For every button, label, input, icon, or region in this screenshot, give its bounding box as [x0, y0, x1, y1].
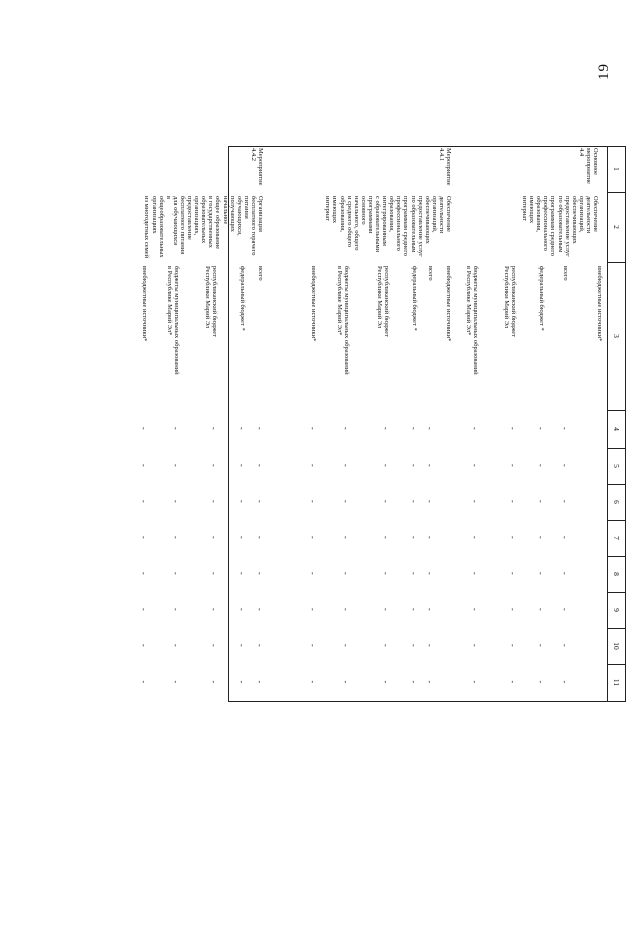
funding-source-line: в Республике Марий Эл* — [335, 266, 343, 336]
funding-source-line: бюджеты муниципальных образований — [472, 266, 479, 375]
empty-value: - — [560, 536, 569, 539]
row-activity-label — [578, 148, 599, 190]
funding-source — [336, 266, 350, 406]
row-description-line: питания обучающихся, — [235, 196, 250, 236]
empty-value: - — [425, 464, 434, 467]
empty-value: - — [381, 572, 390, 575]
empty-value: - — [508, 427, 517, 430]
row-description — [521, 196, 599, 259]
column-number: 4 — [612, 427, 621, 431]
empty-value: - — [508, 680, 517, 684]
empty-value: - — [209, 427, 218, 430]
column-number: 2 — [612, 225, 621, 229]
row-description-line: начального, общего — [352, 196, 360, 251]
row-activity-label — [438, 148, 452, 190]
empty-value: - — [209, 572, 218, 575]
empty-value: - — [536, 536, 545, 539]
empty-value: - — [508, 644, 517, 647]
column-divider — [228, 146, 626, 147]
empty-value: - — [255, 536, 264, 539]
row-description-line: из многодетных семей — [143, 196, 151, 259]
funding-source-line: всего — [562, 266, 569, 281]
funding-source-line: внебюджетные источники* — [141, 266, 148, 342]
empty-value: - — [470, 464, 479, 467]
column-divider — [228, 701, 626, 702]
funding-source-line: федеральный бюджет * — [239, 266, 246, 331]
empty-value: - — [560, 608, 569, 611]
funding-source — [445, 266, 452, 406]
empty-value: - — [341, 500, 350, 503]
empty-value: - — [209, 464, 218, 467]
empty-value: - — [381, 536, 390, 539]
row-description-line: интернат — [521, 196, 529, 221]
row-description-line: интегрированным — [381, 196, 389, 246]
empty-value: - — [308, 644, 317, 647]
row-description — [143, 196, 264, 259]
empty-value: - — [237, 464, 246, 467]
row-description-line: обеспечивающих — [570, 196, 578, 244]
empty-value: - — [536, 572, 545, 575]
funding-source-line: федеральный бюджет * — [538, 266, 545, 331]
row-description-line: образования, — [388, 196, 396, 232]
empty-value: - — [536, 644, 545, 647]
empty-value: - — [139, 608, 148, 611]
empty-value: - — [470, 572, 479, 575]
row-description-line: образовательных — [200, 196, 208, 244]
empty-value: - — [536, 464, 545, 467]
empty-value: - — [341, 608, 350, 611]
row-description-line: организаций, — [577, 196, 585, 233]
funding-source-line: республиканский бюджет — [510, 266, 517, 338]
empty-value: - — [536, 608, 545, 611]
empty-value: - — [425, 680, 434, 684]
empty-value: - — [536, 680, 545, 684]
row-description-line: образования, имеющих — [331, 196, 346, 232]
funding-source — [376, 266, 390, 406]
budget-table — [139, 146, 626, 934]
funding-source-line: бюджеты муниципальных образований — [343, 266, 350, 375]
empty-value: - — [237, 572, 246, 575]
empty-value: - — [209, 680, 218, 684]
row-description-line: бесплатного питания — [178, 196, 186, 255]
funding-source — [239, 266, 246, 406]
funding-source-line: Республики Марий Эл — [502, 266, 510, 329]
empty-value: - — [425, 500, 434, 503]
row-description-line: программам среднего — [549, 196, 557, 256]
column-number: 8 — [612, 572, 621, 576]
empty-value: - — [171, 427, 180, 430]
empty-value: - — [171, 464, 180, 467]
column-number: 11 — [612, 678, 621, 687]
empty-value: - — [341, 680, 350, 684]
row-description-line: предоставление услуг — [563, 196, 571, 257]
column-number: 7 — [612, 536, 621, 540]
funding-source-line: внебюджетные источники* — [596, 266, 603, 342]
column-number: 10 — [612, 642, 621, 650]
funding-source — [503, 266, 517, 406]
empty-value: - — [255, 680, 264, 684]
empty-value: - — [237, 536, 246, 539]
empty-value: - — [508, 464, 517, 467]
empty-value: - — [560, 572, 569, 575]
empty-value: - — [425, 608, 434, 611]
column-number: 1 — [612, 167, 621, 171]
empty-value: - — [425, 572, 434, 575]
empty-value: - — [341, 536, 350, 539]
empty-value: - — [560, 464, 569, 467]
empty-value: - — [308, 536, 317, 539]
row-description-line: программам среднего — [402, 196, 410, 256]
empty-value: - — [209, 644, 218, 647]
empty-value: - — [139, 536, 148, 539]
empty-value: - — [560, 427, 569, 430]
empty-value: - — [308, 680, 317, 684]
empty-value: - — [139, 427, 148, 430]
funding-source-line: республиканский бюджет — [211, 266, 218, 338]
empty-value: - — [409, 464, 418, 467]
row-description-line: общее образование — [214, 196, 222, 250]
row-activity-label-line: мероприятие 4.4 — [577, 148, 592, 184]
empty-value: - — [425, 536, 434, 539]
column-number: 9 — [612, 608, 621, 612]
table-top-border — [625, 146, 626, 701]
empty-value: - — [139, 572, 148, 575]
empty-value: - — [171, 500, 180, 503]
funding-source — [411, 266, 418, 406]
row-description-line: организациях, — [193, 196, 201, 236]
row-description-line: организациях — [150, 196, 158, 234]
empty-value: - — [409, 536, 418, 539]
empty-value: - — [341, 572, 350, 575]
empty-value: - — [536, 427, 545, 430]
row-description-line: по образовательным — [409, 196, 417, 253]
row-activity-label-line: 4.4.2 — [249, 148, 257, 161]
row-description-line: с образовательными — [374, 196, 382, 253]
empty-value: - — [381, 644, 390, 647]
funding-source — [427, 266, 434, 406]
funding-source — [204, 266, 218, 406]
empty-value: - — [308, 572, 317, 575]
empty-value: - — [308, 608, 317, 611]
empty-value: - — [237, 608, 246, 611]
empty-value: - — [409, 500, 418, 503]
row-description-line: деятельности — [584, 196, 592, 234]
table-header-border — [607, 146, 608, 701]
funding-source — [310, 266, 317, 406]
row-description-line: получающих начальное — [221, 196, 236, 232]
empty-value: - — [470, 644, 479, 647]
row-description-line: обеспечивающих — [423, 196, 431, 244]
row-activity-label — [250, 148, 264, 190]
row-activity-label-line: 4.4.1 — [437, 148, 445, 161]
column-number: 3 — [612, 334, 621, 338]
empty-value: - — [409, 427, 418, 430]
empty-value: - — [171, 644, 180, 647]
funding-source-line: в Республике Марий Эл* — [464, 266, 472, 336]
empty-value: - — [425, 644, 434, 647]
empty-value: - — [409, 680, 418, 684]
empty-value: - — [308, 464, 317, 467]
funding-source — [141, 266, 148, 406]
funding-source-line: бюджеты муниципальных образований — [173, 266, 180, 375]
row-activity-label-line: Мероприятие — [445, 148, 452, 186]
empty-value: - — [409, 572, 418, 575]
funding-source-line: Республики Марий Эл — [375, 266, 383, 329]
empty-value: - — [536, 500, 545, 503]
empty-value: - — [308, 500, 317, 503]
row-description-line: бесплатного горячего — [249, 196, 257, 256]
empty-value: - — [508, 536, 517, 539]
empty-value: - — [171, 680, 180, 684]
empty-value: - — [139, 680, 148, 684]
funding-source-line: всего — [257, 266, 264, 281]
empty-value: - — [171, 572, 180, 575]
empty-value: - — [255, 464, 264, 467]
row-description-line: и среднего общего — [345, 196, 353, 248]
empty-value: - — [381, 500, 390, 503]
row-description-line: Организация — [257, 196, 264, 232]
funding-source-line: внебюджетные источники* — [310, 266, 317, 342]
empty-value: - — [560, 500, 569, 503]
empty-value: - — [470, 536, 479, 539]
row-description-line: организаций, — [430, 196, 438, 233]
funding-source-line: всего — [427, 266, 434, 281]
empty-value: - — [409, 608, 418, 611]
row-activity-label-line: Основное — [592, 148, 599, 176]
row-description-line: профессионального — [395, 196, 403, 251]
funding-source-line: федеральный бюджет * — [411, 266, 418, 331]
empty-value: - — [508, 608, 517, 611]
empty-value: - — [470, 427, 479, 430]
empty-value: - — [255, 427, 264, 430]
empty-value: - — [470, 608, 479, 611]
funding-source-line: республиканский бюджет — [383, 266, 390, 338]
row-description-line: в государственных — [207, 196, 215, 248]
page-number: 19 — [596, 63, 612, 80]
empty-value: - — [381, 427, 390, 430]
row-activity-label-line: Мероприятие — [257, 148, 264, 186]
empty-value: - — [209, 500, 218, 503]
empty-value: - — [409, 644, 418, 647]
row-description-line: интернат — [324, 196, 332, 221]
empty-value: - — [425, 427, 434, 430]
funding-source — [562, 266, 569, 406]
row-description-line: в общеобразовательных — [157, 196, 172, 258]
row-description-line: по образовательным — [556, 196, 564, 253]
funding-source — [465, 266, 479, 406]
empty-value: - — [237, 500, 246, 503]
empty-value: - — [139, 644, 148, 647]
empty-value: - — [171, 536, 180, 539]
empty-value: - — [255, 608, 264, 611]
empty-value: - — [508, 500, 517, 503]
empty-value: - — [381, 608, 390, 611]
row-description-line: профессионального — [542, 196, 550, 251]
empty-value: - — [470, 500, 479, 503]
funding-source — [166, 266, 180, 406]
empty-value: - — [171, 608, 180, 611]
empty-value: - — [381, 464, 390, 467]
column-number: 5 — [612, 464, 621, 468]
empty-value: - — [560, 680, 569, 684]
row-description — [324, 196, 452, 259]
funding-source-line: Республики Марий Эл — [203, 266, 211, 329]
empty-value: - — [237, 644, 246, 647]
empty-value: - — [341, 464, 350, 467]
empty-value: - — [470, 680, 479, 684]
row-description-line: программами основного — [359, 196, 374, 234]
empty-value: - — [237, 680, 246, 684]
funding-source — [257, 266, 264, 406]
row-description-line: Обеспечение — [445, 196, 452, 233]
empty-value: - — [381, 680, 390, 684]
funding-source — [596, 266, 603, 406]
empty-value: - — [255, 572, 264, 575]
empty-value: - — [139, 500, 148, 503]
empty-value: - — [341, 644, 350, 647]
empty-value: - — [508, 572, 517, 575]
row-description-line: предоставление — [186, 196, 194, 240]
empty-value: - — [139, 464, 148, 467]
empty-value: - — [237, 427, 246, 430]
funding-source-line: внебюджетные источники* — [445, 266, 452, 342]
empty-value: - — [308, 427, 317, 430]
column-number: 6 — [612, 500, 621, 504]
funding-source — [538, 266, 545, 406]
row-description-line: предоставление услуг — [416, 196, 424, 257]
row-description-line: образования, имеющих — [528, 196, 543, 232]
empty-value: - — [209, 608, 218, 611]
row-description-line: Обеспечение — [592, 196, 599, 233]
funding-source-line: в Республике Марий Эл* — [165, 266, 173, 336]
empty-value: - — [209, 536, 218, 539]
empty-value: - — [255, 644, 264, 647]
empty-value: - — [341, 427, 350, 430]
row-description-line: деятельности — [437, 196, 445, 234]
empty-value: - — [560, 644, 569, 647]
empty-value: - — [255, 500, 264, 503]
row-description-line: для обучающихся — [171, 196, 179, 246]
